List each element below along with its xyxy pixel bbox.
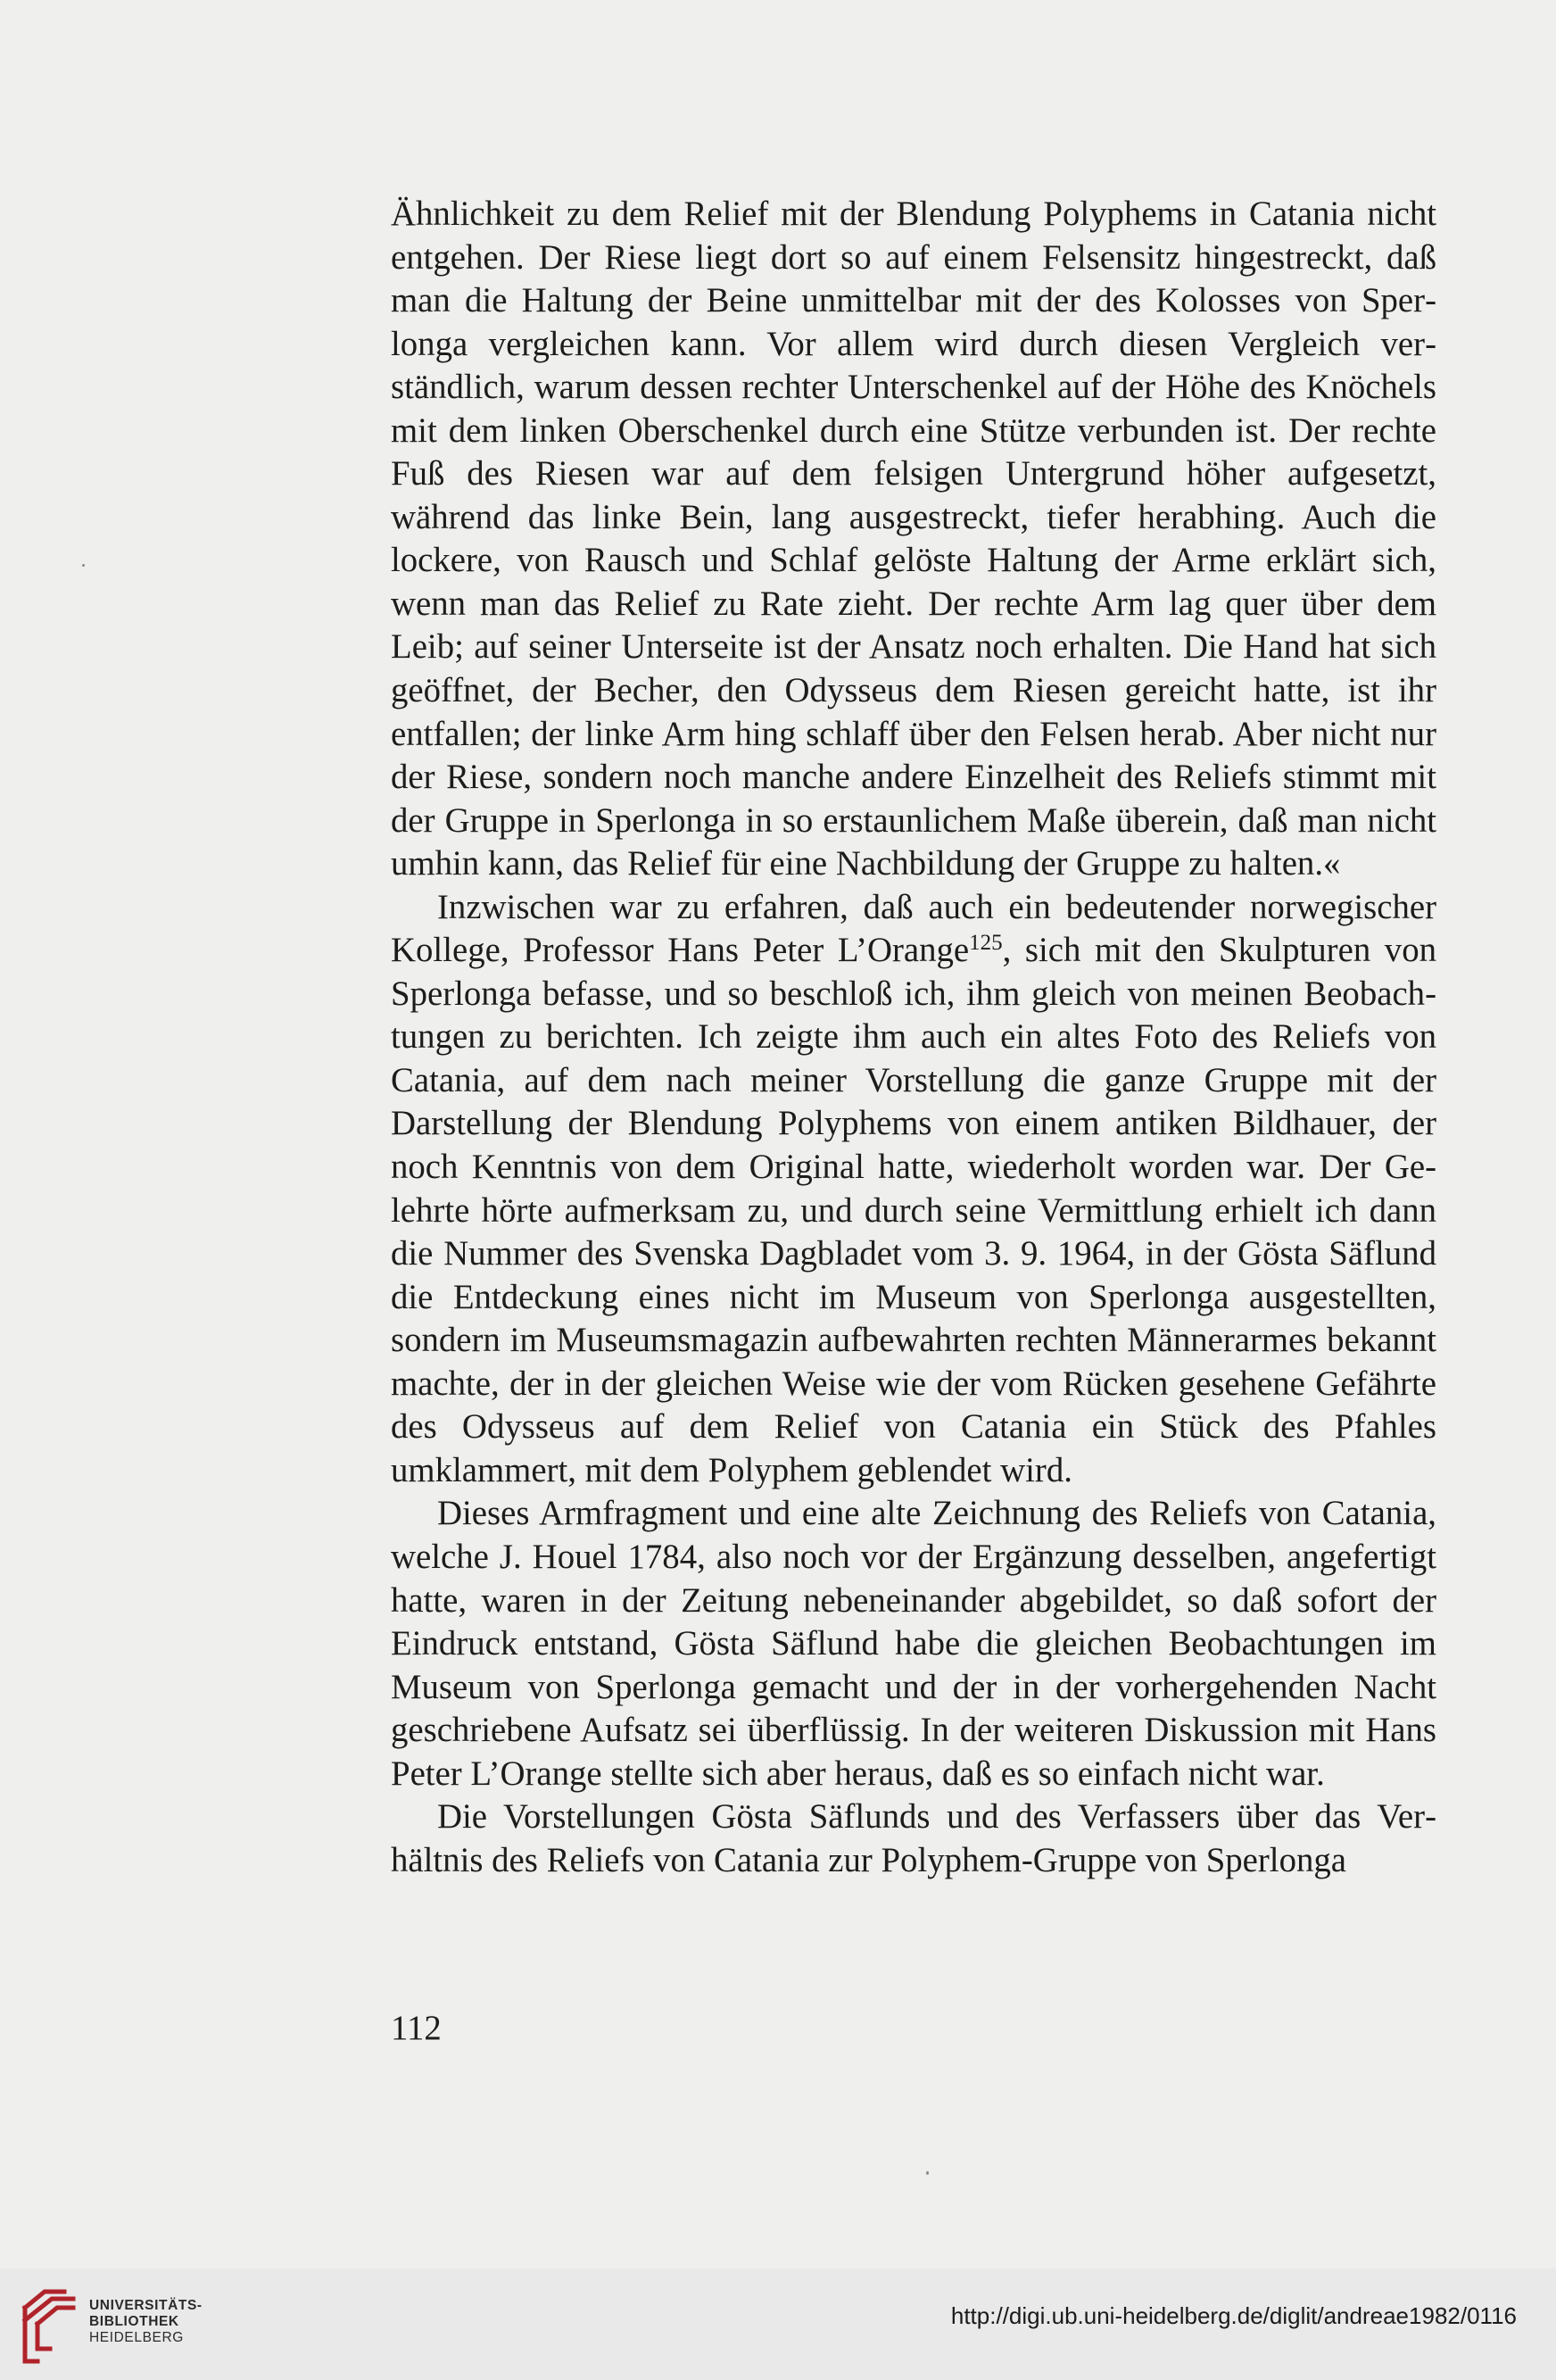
paragraph-2-text-after: , sich mit den Skulpturen von Sperlonga befasse, und so beschloß ich, ihm gleich von meinen Beobachtungen zu berichten. Ich zeigte ihm auch ein altes Foto des Reliefs von Catania, auf dem nach meiner Vorstellung die ganze Gruppe mit der Darstellung der Blendung Polyphems von einem antiken Bildhauer, der noch Kenntnis von dem Original hatte, wiederholt worden war. Der Gelehrte hörte aufmerksam zu, und durch seine Vermittlung erhielt ich dann die Nummer des Svenska Dagbladet vom 3. 9. 1964, in der Gösta Säflund die Entdeckung eines nicht im Museum von Sperlonga ausgestellten, sondern im Museumsmagazin aufbewahrten rechten Männerarmes bekannt machte, der in der gleichen Weise wie der vom Rücken gesehene Gefährte des Odysseus auf dem Relief von Catania ein Stück des Pfahles umklammert, mit dem Polyphem geblendet wird. [391,931,1437,1489]
body-text [391,193,1436,1882]
library-name-line-1: UNIVERSITÄTS- [89,2298,203,2313]
source-url-link[interactable]: http://digi.ub.uni-heidelberg.de/diglit/andreae1982/0116 [950,2302,1517,2329]
library-name-line-3: HEIDELBERG [89,2330,184,2345]
paragraph-2-text-before: Inzwischen war zu erfahren, daß auch ein bedeutender norwegischer Kollege, Professor Hans Peter L’Orange [391,887,1436,970]
paragraph-4: Die Vorstellungen Gösta Säflunds und des Verfassers über das Verhältnis des Reliefs von Catania zur Polyphem-Gruppe von Sperlonga [391,1797,1436,1879]
page-number: 112 [391,2009,442,2047]
scan-speck [926,2171,929,2175]
footnote-marker[interactable]: 125 [969,931,1003,956]
scan-speck [82,564,85,567]
library-name [89,2298,203,2346]
paragraph-1: Ähnlichkeit zu dem Relief mit der Blendung Polyphems in Catania nicht entgehen. Der Riese liegt dort so auf einem Felsensitz hingestreckt, daß man die Haltung der Beine unmittelbar mit der des Kolosses von Sperlonga vergleichen kann. Vor allem wird durch diesen Vergleich verständlich, warum dessen rechter Unterschenkel auf der Höhe des Knöchels mit dem linken Oberschenkel durch eine Stütze verbunden ist. Der rechte Fuß des Riesen war auf dem felsigen Untergrund höher aufgesetzt, während das linke Bein, lang ausgestreckt, tiefer herabhing. Auch die lockere, von Rausch und Schlaf gelöste Haltung der Arme erklärt sich, wenn man das Relief zu Rate zieht. Der rechte Arm lag quer über dem Leib; auf seiner Unterseite ist der Ansatz noch erhalten. Die Hand hat sich geöffnet, der Becher, den Odysseus dem Riesen gereicht hatte, ist ihr entfallen; der linke Arm hing schlaff über den Felsen herab. Aber nicht nur der Riese, sondern noch manche andere Einzelheit des Reliefs stimmt mit der Gruppe in Sperlonga in so erstaunlichem Maße überein, daß man nicht umhin kann, das Relief für eine Nachbildung der Gruppe zu halten.« [391,195,1436,883]
library-logo-icon[interactable] [18,2285,82,2368]
library-name-line-2: BIBLIOTHEK [89,2314,179,2329]
paragraph-3: Dieses Armfragment und eine alte Zeichnung des Reliefs von Catania, welche J. Houel 1784, also noch vor der Ergänzung desselben, angefertigt hatte, waren in der Zeitung nebeneinander abgebildet, so daß sofort der Eindruck entstand, Gösta Säflund habe die gleichen Beobachtungen im Museum von Sperlonga gemacht und der in der vorhergehenden Nacht geschriebene Aufsatz sei überflüssig. In der weiteren Diskussion mit Hans Peter L’Orange stellte sich aber heraus, daß es so einfach nicht war. [391,1494,1436,1793]
paragraph-2 [391,886,1436,1493]
